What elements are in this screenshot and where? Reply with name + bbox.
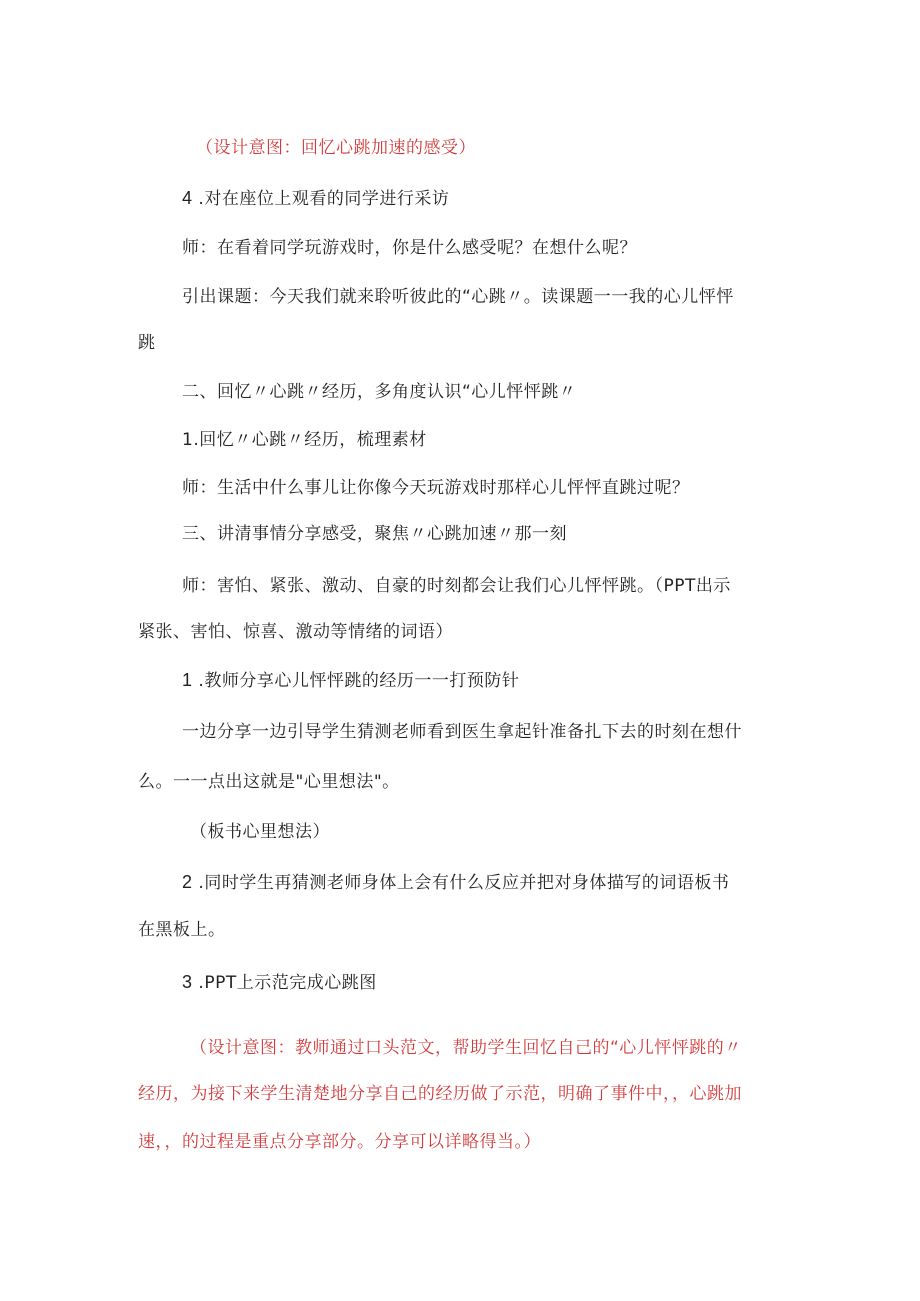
numbered-item-2-continuation: 在黑板上。 bbox=[138, 920, 226, 940]
teacher-statement: 师：害怕、紧张、激动、自豪的时刻都会让我们心儿怦怦跳。（PPT出示 bbox=[182, 576, 731, 596]
sharing-guidance-continuation: 么。一一点出这就是"心里想法"。 bbox=[138, 772, 400, 792]
design-intent-note-1: （设计意图：回忆心跳加速的感受） bbox=[196, 138, 476, 158]
design-intent-note-2: （设计意图：教师通过口头范文，帮助学生回忆自己的“心儿怦怦跳的〃 bbox=[190, 1038, 742, 1058]
numbered-item-1: 1 .教师分享心儿怦怦跳的经历一一打预防针 bbox=[182, 670, 520, 691]
topic-intro-line: 引出课题：今天我们就来聆听彼此的“心跳〃。读课题一一我的心儿怦怦 bbox=[182, 287, 734, 307]
teacher-question-2: 师：生活中什么事儿让你像今天玩游戏时那样心儿怦怦直跳过呢？ bbox=[182, 478, 690, 498]
numbered-item-3: 3 .PPT上示范完成心跳图 bbox=[182, 972, 377, 993]
design-intent-note-2-line-2: 经历，为接下来学生清楚地分享自己的经历做了示范，明确了事件中，，心跳加 bbox=[138, 1084, 742, 1104]
subsection-1: 1.回忆〃心跳〃经历，梳理素材 bbox=[182, 430, 427, 450]
blackboard-note: （板书心里想法） bbox=[190, 822, 330, 842]
topic-intro-continuation: 跳 bbox=[138, 333, 156, 353]
section-heading-3: 三、讲清事情分享感受，聚焦〃心跳加速〃那一刻 bbox=[182, 524, 567, 544]
design-intent-note-2-line-3: 速，，的过程是重点分享部分。分享可以详略得当。） bbox=[138, 1132, 541, 1152]
teacher-question: 师：在看着同学玩游戏时，你是什么感受呢？在想什么呢？ bbox=[182, 238, 637, 258]
numbered-item-2: 2 .同时学生再猜测老师身体上会有什么反应并把对身体描写的词语板书 bbox=[182, 872, 730, 893]
sharing-guidance: 一边分享一边引导学生猜测老师看到医生拿起针准备扎下去的时刻在想什 bbox=[182, 722, 742, 742]
section-heading-2: 二、回忆〃心跳〃经历，多角度认识“心儿怦怦跳〃 bbox=[182, 382, 577, 402]
numbered-item-4: 4 .对在座位上观看的同学进行采访 bbox=[182, 188, 450, 209]
teacher-statement-continuation: 紧张、害怕、惊喜、激动等情绪的词语） bbox=[138, 622, 453, 642]
